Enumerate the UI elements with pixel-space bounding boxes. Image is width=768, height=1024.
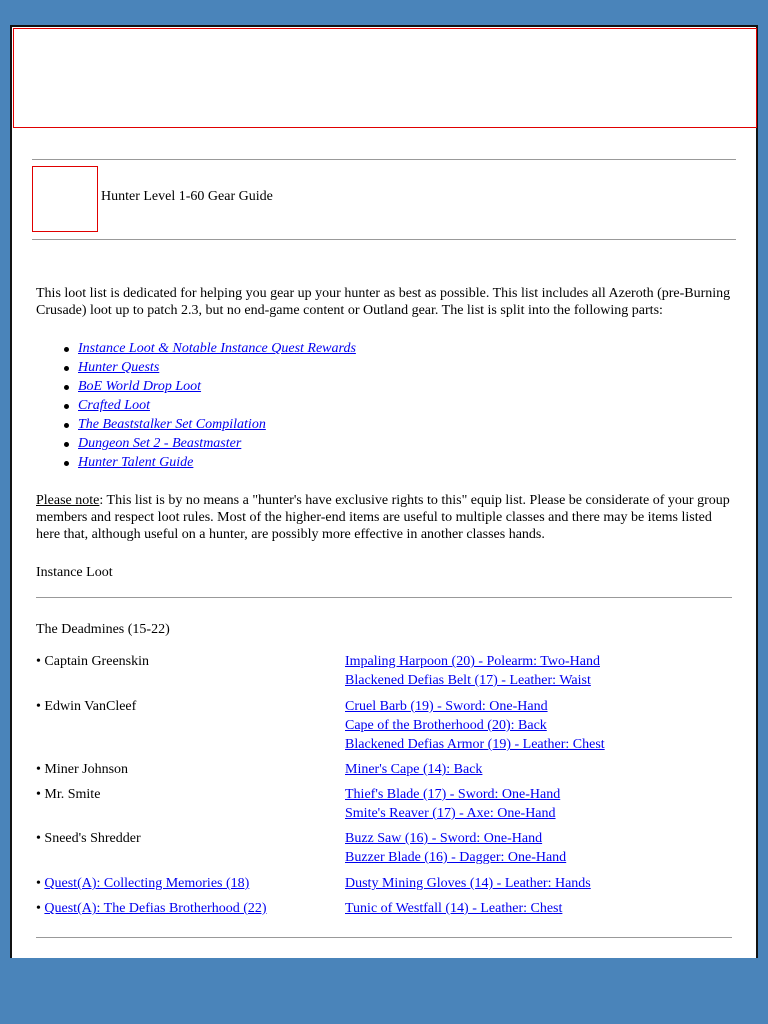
toc-link-instance-loot[interactable]: Instance Loot & Notable Instance Quest Rewards [78,341,356,356]
boss-name: Mr. Smite [44,787,101,802]
item-line [345,652,600,671]
item-line [345,804,560,823]
item-list [345,874,591,893]
loot-source [36,874,249,893]
page-title: Hunter Level 1-60 Gear Guide [101,189,273,204]
bullet: • [36,699,45,714]
item-list [345,652,600,690]
boss-name: Edwin VanCleef [44,699,137,714]
bullet: • [36,876,45,891]
item-link[interactable]: Blackened Defias Belt (17) - Leather: Waist [345,673,591,688]
divider [32,159,736,160]
item-line [345,735,605,754]
item-link[interactable]: Smite's Reaver (17) - Axe: One-Hand [345,806,556,821]
toc-item [36,377,356,396]
toc-link-talent-guide[interactable]: Hunter Talent Guide [78,455,194,470]
item-line [345,697,605,716]
guide-thumbnail-placeholder [32,166,98,232]
loot-source [36,697,136,716]
item-line [345,785,560,804]
divider [36,937,732,938]
loot-source [36,652,149,671]
toc-item [36,453,356,472]
bullet: • [36,762,45,777]
item-list [345,785,560,823]
toc-item [36,358,356,377]
bullet: • [36,901,45,916]
item-list [345,829,566,867]
item-list [345,697,605,754]
item-line [345,848,566,867]
intro-paragraph: This loot list is dedicated for helping you gear up your hunter as best as possible. This list includes all Azeroth (pre-Burning Crusade) loot up to patch 2.3, but no end-game content or Outland gear. The list is split into the following parts: [36,286,731,318]
divider [36,597,732,598]
item-link[interactable]: Dusty Mining Gloves (14) - Leather: Hands [345,876,591,891]
item-link[interactable]: Buzz Saw (16) - Sword: One-Hand [345,831,543,846]
toc-link-crafted-loot[interactable]: Crafted Loot [78,398,150,413]
header-banner-placeholder [13,28,757,128]
quest-link[interactable]: Quest(A): Collecting Memories (18) [44,876,250,891]
note-label: Please note [36,493,100,508]
item-link[interactable]: Buzzer Blade (16) - Dagger: One-Hand [345,850,567,865]
toc-item [36,339,356,358]
item-line [345,874,591,893]
item-line [345,716,605,735]
toc-item [36,415,356,434]
toc-item [36,396,356,415]
bullet: • [36,831,45,846]
toc-link-boe-world-drop[interactable]: BoE World Drop Loot [78,379,202,394]
quest-link[interactable]: Quest(A): The Defias Brotherhood (22) [44,901,267,916]
item-link[interactable]: Tunic of Westfall (14) - Leather: Chest [345,901,563,916]
loot-source [36,785,100,804]
item-list [345,899,562,918]
item-link[interactable]: Blackened Defias Armor (19) - Leather: Chest [345,737,605,752]
item-link[interactable]: Miner's Cape (14): Back [345,762,483,777]
toc-item [36,434,356,453]
note-paragraph [36,492,736,543]
toc-link-beaststalker-set[interactable]: The Beaststalker Set Compilation [78,417,266,432]
boss-name: Captain Greenskin [44,654,149,669]
loot-source [36,829,141,848]
item-list [345,760,482,779]
divider [32,239,736,240]
bullet: • [36,787,45,802]
item-line [345,829,566,848]
loot-source [36,760,128,779]
item-line [345,760,482,779]
item-link[interactable]: Thief's Blade (17) - Sword: One-Hand [345,787,561,802]
table-of-contents [36,339,356,472]
dungeon-title: The Deadmines (15-22) [36,622,170,637]
boss-name: Sneed's Shredder [44,831,141,846]
item-line [345,899,562,918]
boss-name: Miner Johnson [44,762,129,777]
document-page [10,25,758,958]
item-link[interactable]: Cruel Barb (19) - Sword: One-Hand [345,699,548,714]
item-line [345,671,600,690]
bullet: • [36,654,45,669]
note-text: : This list is by no means a "hunter's have exclusive rights to this" equip list. Please be considerate of your group members and respect loot rules. Most of the higher-end items are useful to multiple classes and there may be items listed here that, although useful on a hunter, are possibly more effective in another classes hands. [36,493,730,542]
toc-link-hunter-quests[interactable]: Hunter Quests [78,360,160,375]
item-link[interactable]: Impaling Harpoon (20) - Polearm: Two-Hand [345,654,600,669]
loot-source [36,899,267,918]
section-title: Instance Loot [36,565,113,580]
toc-link-dungeon-set-2[interactable]: Dungeon Set 2 - Beastmaster [78,436,242,451]
item-link[interactable]: Cape of the Brotherhood (20): Back [345,718,547,733]
